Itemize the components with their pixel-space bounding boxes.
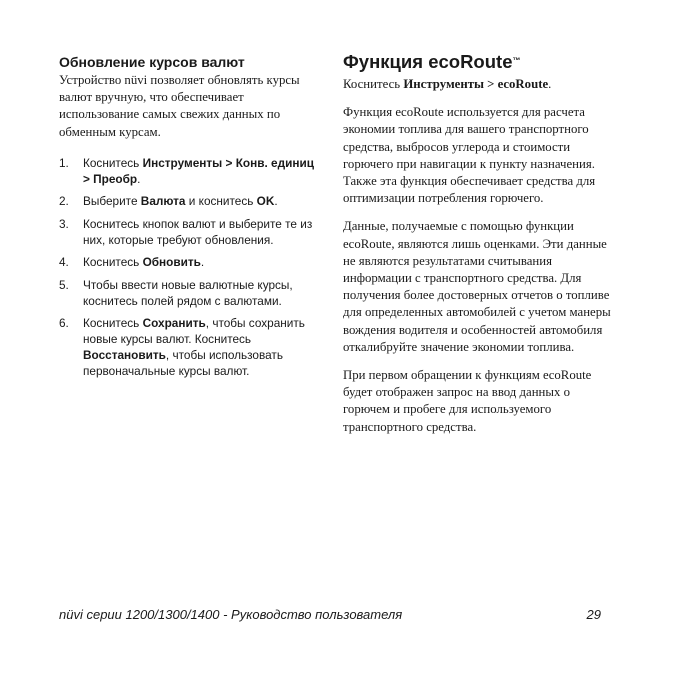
ecoroute-paragraph: Данные, получаемые с помощью функции ecoRoute, являются лишь оценками. Эти данные не являются результатами считывания информации с транспортного средства. Для получения более достоверных отчетов о топливе для определенных автомобилей с учетом манеры вождения водителя и особенностей автомобиля откалибруйте значение экономии топлива. bbox=[343, 219, 611, 354]
ecoroute-nav-path: Коснитесь Инструменты > ecoRoute. bbox=[343, 77, 552, 91]
ecoroute-paragraph: Функция ecoRoute используется для расчета экономии топлива для вашего транспортного средства, выбросов углерода и стоимости горючего при навигации к пункту назначения. Также эта функция обеспечивает средства для оптимизации потребления горючего. bbox=[343, 105, 596, 206]
left-column bbox=[59, 54, 321, 386]
step-item: 2. Выберите Валюта и коснитесь OK. bbox=[59, 194, 278, 209]
currency-steps-list bbox=[59, 155, 321, 380]
page-number: 29 bbox=[586, 607, 601, 622]
right-column bbox=[343, 51, 613, 447]
step-item: 4. Коснитесь Обновить. bbox=[59, 255, 205, 270]
step-item: 6. Коснитесь Сохранить, чтобы сохранить новые курсы валют. Коснитесь Восстановить, чтобы использовать первоначальные курсы валют. bbox=[59, 316, 305, 379]
step-item: 1. Коснитесь Инструменты > Конв. единиц > Преобр. bbox=[59, 155, 314, 186]
step-item: 3. Коснитесь кнопок валют и выберите те из них, которые требуют обновления. bbox=[59, 216, 313, 247]
ecoroute-paragraph: При первом обращении к функциям ecoRoute будет отображен запрос на ввод данных о горючем и пробеге для используемого транспортного средства. bbox=[343, 368, 592, 434]
step-item: 5. Чтобы ввести новые валютные курсы, коснитесь полей рядом с валютами. bbox=[59, 277, 293, 308]
currency-update-heading: Обновление курсов валют bbox=[59, 54, 245, 70]
footer-manual-title: nüvi серии 1200/1300/1400 - Руководство пользователя bbox=[59, 607, 403, 622]
ecoroute-heading: Функция ecoRoute™ bbox=[343, 51, 521, 72]
trademark-mark: ™ bbox=[512, 56, 521, 65]
currency-update-intro: Устройство nüvi позволяет обновлять курсы валют вручную, что обеспечивает использование самых свежих данных по обменным курсам. bbox=[59, 73, 300, 139]
